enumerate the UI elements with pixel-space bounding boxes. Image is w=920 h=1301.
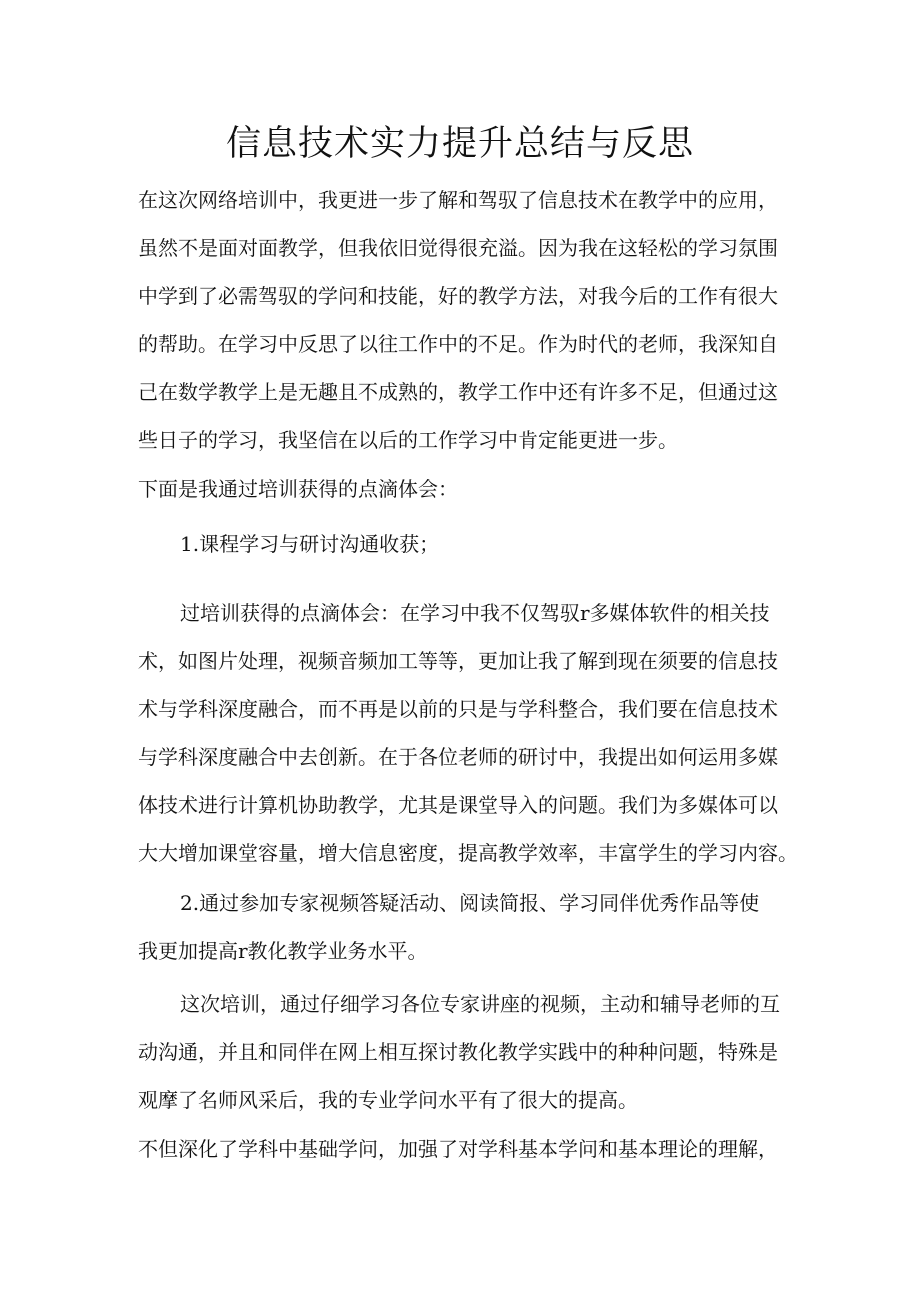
section-3-line-3: 观摩了名师风采后，我的专业学问水平有了很大的提高。	[138, 1088, 638, 1112]
section-1-line-1: 过培训获得的点滴体会：在学习中我不仅驾驭r多媒体软件的相关技	[180, 601, 770, 625]
section-2-line-1: 2.通过参加专家视频答疑活动、阅读简报、学习同伴优秀作品等使	[180, 891, 760, 915]
section-1-heading: 1.课程学习与研讨沟通收获；	[180, 532, 440, 556]
section-3-line-1: 这次培训，通过仔细学习各位专家讲座的视频，主动和辅导老师的互	[180, 992, 780, 1016]
section-1-line-6: 大大增加课堂容量，增大信息密度，提高教学效率，丰富学生的学习内容。	[138, 841, 798, 865]
intro-line-2: 虽然不是面对面教学，但我依旧觉得很充溢。因为我在这轻松的学习氛围	[138, 236, 778, 260]
intro-line-6: 些日子的学习，我坚信在以后的工作学习中肯定能更进一步。	[138, 428, 678, 452]
section-1-line-4: 与学科深度融合中去创新。在于各位老师的研讨中，我提出如何运用多媒	[138, 745, 778, 769]
document-title: 信息技术实力提升总结与反思	[225, 124, 694, 164]
lead-in-line: 下面是我通过培训获得的点滴体会：	[138, 477, 458, 501]
intro-line-4: 的帮助。在学习中反思了以往工作中的不足。作为时代的老师，我深知自	[138, 332, 778, 356]
intro-line-1: 在这次网络培训中，我更进一步了解和驾驭了信息技术在教学中的应用，	[138, 188, 778, 212]
section-1-line-2: 术，如图片处理，视频音频加工等等，更加让我了解到现在须要的信息技	[138, 649, 778, 673]
section-2-line-2: 我更加提高r教化教学业务水平。	[138, 939, 428, 963]
closing-line: 不但深化了学科中基础学问，加强了对学科基本学问和基本理论的理解，	[138, 1137, 778, 1161]
section-3-line-2: 动沟通，并且和同伴在网上相互探讨教化教学实践中的种种问题，特殊是	[138, 1040, 778, 1064]
intro-line-5: 己在数学教学上是无趣且不成熟的，教学工作中还有许多不足，但通过这	[138, 380, 778, 404]
section-1-line-3: 术与学科深度融合，而不再是以前的只是与学科整合，我们要在信息技术	[138, 697, 778, 721]
section-1-line-5: 体技术进行计算机协助教学，尤其是课堂导入的问题。我们为多媒体可以	[138, 793, 778, 817]
intro-line-3: 中学到了必需驾驭的学问和技能，好的教学方法，对我今后的工作有很大	[138, 284, 778, 308]
